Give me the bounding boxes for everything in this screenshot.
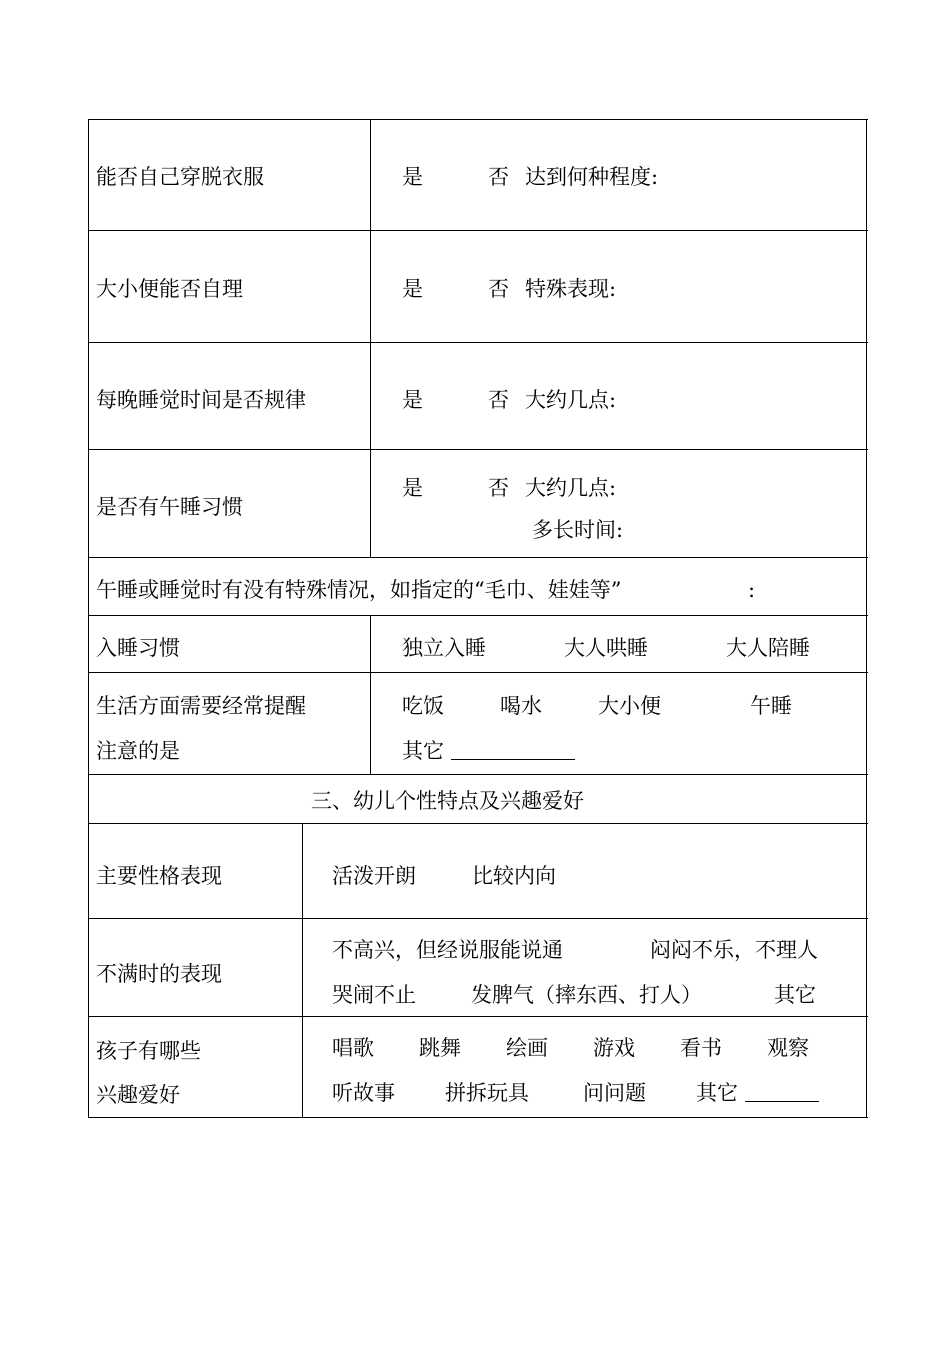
row-divider bbox=[88, 557, 868, 558]
row-label: 每晚睡觉时间是否规律 bbox=[96, 388, 306, 412]
row-label: 是否有午睡习惯 bbox=[96, 495, 243, 519]
other-blank[interactable] bbox=[745, 1081, 819, 1102]
option-other-label: 其它 bbox=[402, 739, 444, 763]
option-observing[interactable]: 观察 bbox=[767, 1036, 809, 1060]
row-label-line2: 兴趣爱好 bbox=[96, 1083, 180, 1107]
other-blank[interactable] bbox=[451, 739, 575, 760]
option-nap[interactable]: 午睡 bbox=[750, 694, 792, 718]
option-no[interactable]: 否 bbox=[488, 476, 509, 500]
row-divider bbox=[88, 774, 868, 775]
option-accompanied[interactable]: 大人陪睡 bbox=[726, 636, 810, 660]
row-label-line1: 孩子有哪些 bbox=[96, 1039, 201, 1063]
row-divider bbox=[88, 1016, 868, 1017]
option-other[interactable] bbox=[402, 739, 575, 763]
option-yes[interactable]: 是 bbox=[402, 165, 423, 189]
field-duration[interactable]: 多长时间: bbox=[532, 518, 624, 542]
option-other-label: 其它 bbox=[696, 1081, 738, 1105]
row-label: 入睡习惯 bbox=[96, 636, 180, 660]
option-tantrum[interactable]: 发脾气（摔东西、打人） bbox=[471, 983, 702, 1007]
option-coaxed[interactable]: 大人哄睡 bbox=[564, 636, 648, 660]
option-stories[interactable]: 听故事 bbox=[332, 1081, 395, 1105]
option-yes[interactable]: 是 bbox=[402, 388, 423, 412]
column-divider bbox=[370, 119, 371, 557]
option-building-toys[interactable]: 拼拆玩具 bbox=[445, 1081, 529, 1105]
option-yes[interactable]: 是 bbox=[402, 476, 423, 500]
option-reading[interactable]: 看书 bbox=[680, 1036, 722, 1060]
option-eating[interactable]: 吃饭 bbox=[402, 694, 444, 718]
field-special[interactable]: 特殊表现: bbox=[525, 277, 617, 301]
table-border-top bbox=[88, 119, 868, 120]
column-divider bbox=[302, 823, 303, 1117]
option-yes[interactable]: 是 bbox=[402, 277, 423, 301]
option-games[interactable]: 游戏 bbox=[593, 1036, 635, 1060]
option-introverted[interactable]: 比较内向 bbox=[472, 864, 556, 888]
section-title: 三、幼儿个性特点及兴趣爱好 bbox=[311, 789, 584, 813]
option-independent[interactable]: 独立入睡 bbox=[402, 636, 486, 660]
row-label-line2: 注意的是 bbox=[96, 739, 180, 763]
row-divider bbox=[88, 230, 868, 231]
question-text: 午睡或睡觉时有没有特殊情况，如指定的“毛巾、娃娃等” bbox=[96, 578, 622, 602]
option-persuadable[interactable]: 不高兴，但经说服能说通 bbox=[332, 938, 563, 962]
column-divider bbox=[370, 615, 371, 774]
table-border-bottom bbox=[88, 1117, 868, 1118]
row-divider bbox=[88, 449, 868, 450]
option-other[interactable]: 其它 bbox=[774, 983, 816, 1007]
option-no[interactable]: 否 bbox=[488, 277, 509, 301]
option-singing[interactable]: 唱歌 bbox=[332, 1036, 374, 1060]
option-other[interactable] bbox=[696, 1081, 819, 1105]
row-divider bbox=[88, 672, 868, 673]
option-drawing[interactable]: 绘画 bbox=[506, 1036, 548, 1060]
option-no[interactable]: 否 bbox=[488, 388, 509, 412]
option-sulky[interactable]: 闷闷不乐，不理人 bbox=[650, 938, 818, 962]
table-border-right bbox=[866, 119, 867, 1118]
field-time[interactable]: 大约几点: bbox=[525, 476, 617, 500]
row-label: 不满时的表现 bbox=[96, 962, 222, 986]
option-outgoing[interactable]: 活泼开朗 bbox=[332, 864, 416, 888]
field-extent[interactable]: 达到何种程度: bbox=[525, 165, 659, 189]
row-label-line1: 生活方面需要经常提醒 bbox=[96, 694, 306, 718]
option-dancing[interactable]: 跳舞 bbox=[419, 1036, 461, 1060]
row-divider bbox=[88, 823, 868, 824]
option-drinking[interactable]: 喝水 bbox=[500, 694, 542, 718]
row-label: 能否自己穿脱衣服 bbox=[96, 165, 264, 189]
answer-colon[interactable]: : bbox=[748, 578, 756, 602]
row-label: 大小便能否自理 bbox=[96, 277, 243, 301]
option-toilet[interactable]: 大小便 bbox=[598, 694, 661, 718]
field-time[interactable]: 大约几点: bbox=[525, 388, 617, 412]
option-no[interactable]: 否 bbox=[488, 165, 509, 189]
row-label: 主要性格表现 bbox=[96, 864, 222, 888]
row-divider bbox=[88, 342, 868, 343]
table-border-left bbox=[88, 119, 89, 1118]
option-crying[interactable]: 哭闹不止 bbox=[332, 983, 416, 1007]
row-divider bbox=[88, 615, 868, 616]
option-questions[interactable]: 问问题 bbox=[583, 1081, 646, 1105]
row-divider bbox=[88, 918, 868, 919]
